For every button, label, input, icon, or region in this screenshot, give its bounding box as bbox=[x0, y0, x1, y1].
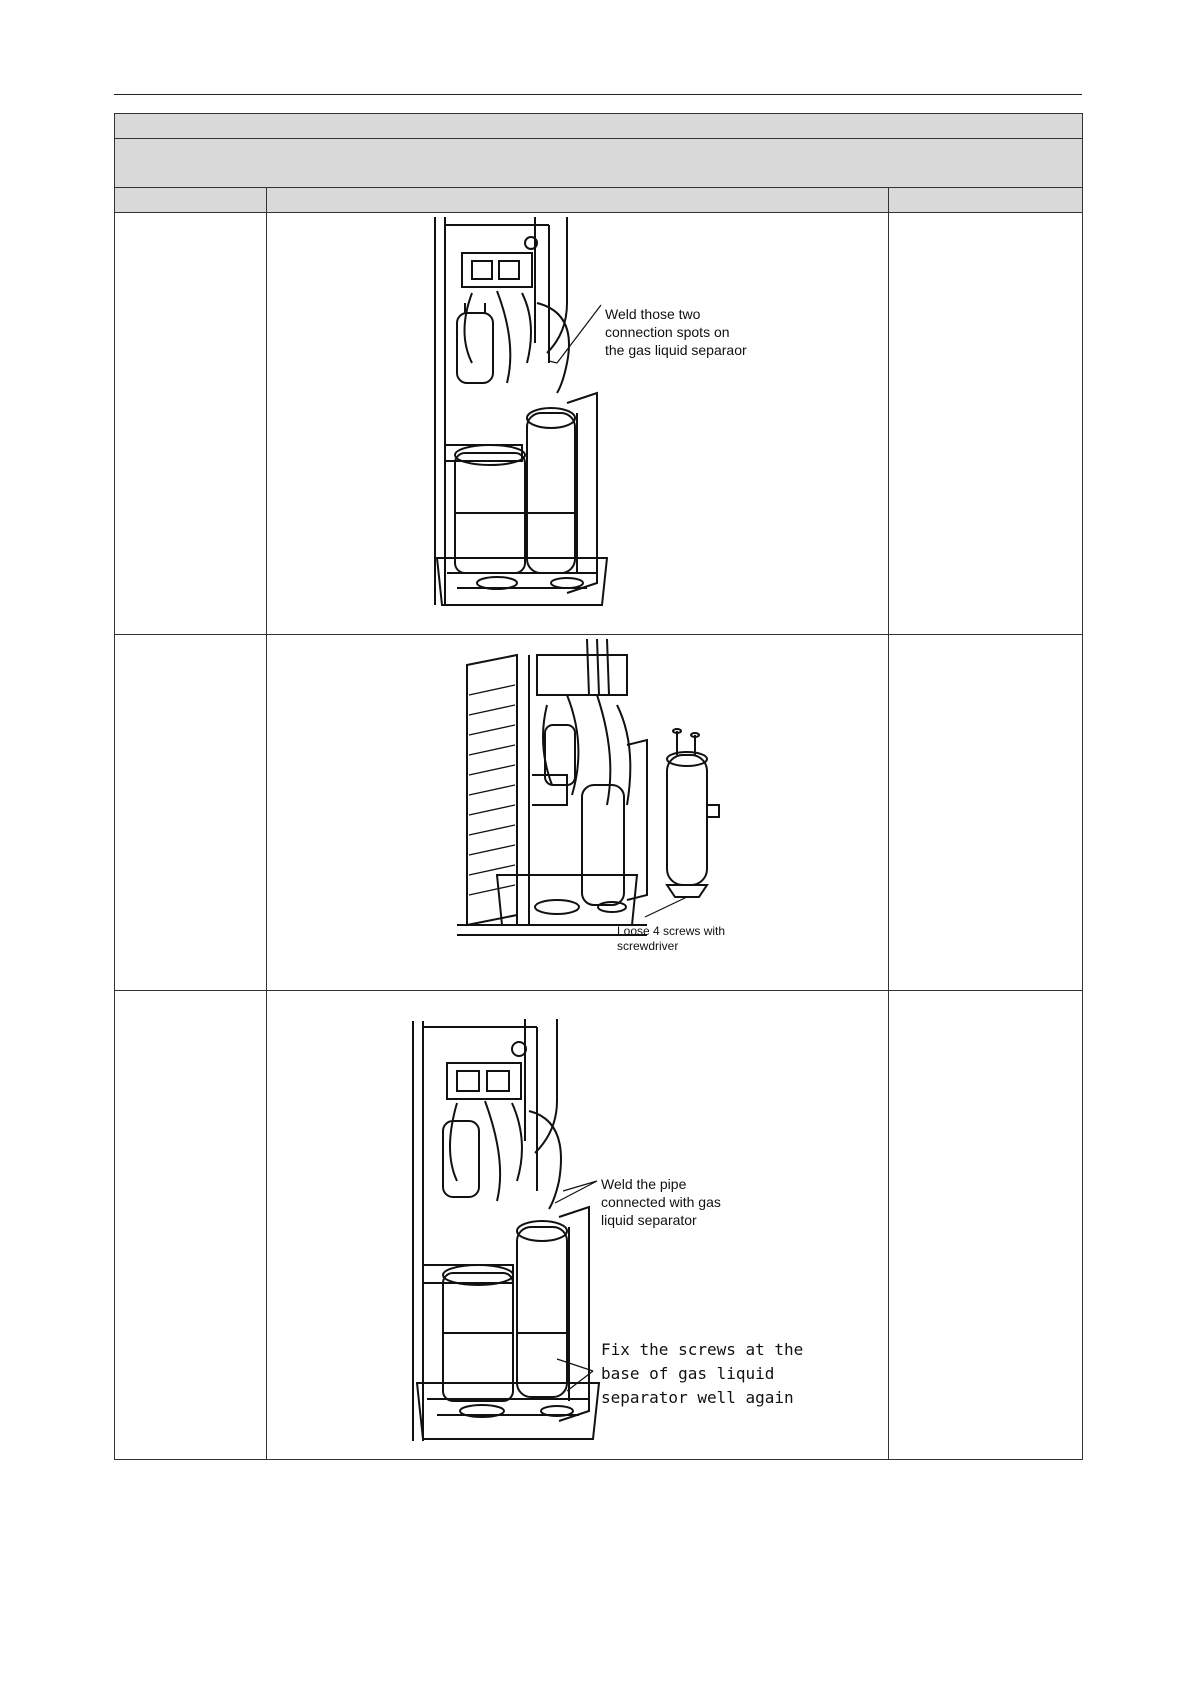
step-cell bbox=[115, 213, 267, 635]
points-cell bbox=[889, 213, 1083, 635]
disassembly-procedure-table bbox=[114, 113, 1083, 1460]
header-rule bbox=[114, 94, 1082, 95]
table-row bbox=[115, 213, 1083, 635]
table-subtitle-row bbox=[115, 139, 1083, 188]
table-title-row bbox=[115, 114, 1083, 139]
table-row bbox=[115, 635, 1083, 991]
column-header-procedure bbox=[267, 188, 889, 213]
callout-line: connection spots on bbox=[605, 324, 730, 340]
figure-cell bbox=[267, 991, 889, 1460]
points-cell bbox=[889, 991, 1083, 1460]
figure-cell bbox=[267, 635, 889, 991]
callout-line: Loose 4 screws with bbox=[617, 924, 726, 938]
outdoor-unit-drawing-icon bbox=[267, 213, 887, 633]
callout-line: Weld the pipe bbox=[601, 1176, 687, 1192]
figure-cell bbox=[267, 213, 889, 635]
step-cell bbox=[115, 635, 267, 991]
callout-line: the gas liquid separaor bbox=[605, 342, 747, 358]
step-cell bbox=[115, 991, 267, 1460]
outdoor-unit-drawing-icon bbox=[267, 635, 887, 989]
outdoor-unit-drawing-icon bbox=[267, 991, 887, 1457]
table-title-cell bbox=[115, 114, 1083, 139]
callout-line: separator well again bbox=[601, 1388, 794, 1407]
callout-line: base of gas liquid bbox=[601, 1364, 775, 1383]
callout-line: connected with gas bbox=[601, 1194, 721, 1210]
callout-line: Weld those two bbox=[605, 306, 701, 322]
callout-line: liquid separator bbox=[601, 1212, 697, 1228]
column-header-row bbox=[115, 188, 1083, 213]
table-subtitle-cell bbox=[115, 139, 1083, 188]
callout-line: screwdriver bbox=[617, 939, 679, 953]
column-header-step bbox=[115, 188, 267, 213]
table-row bbox=[115, 991, 1083, 1460]
column-header-points bbox=[889, 188, 1083, 213]
callout-line: Fix the screws at the bbox=[601, 1340, 804, 1359]
points-cell bbox=[889, 635, 1083, 991]
